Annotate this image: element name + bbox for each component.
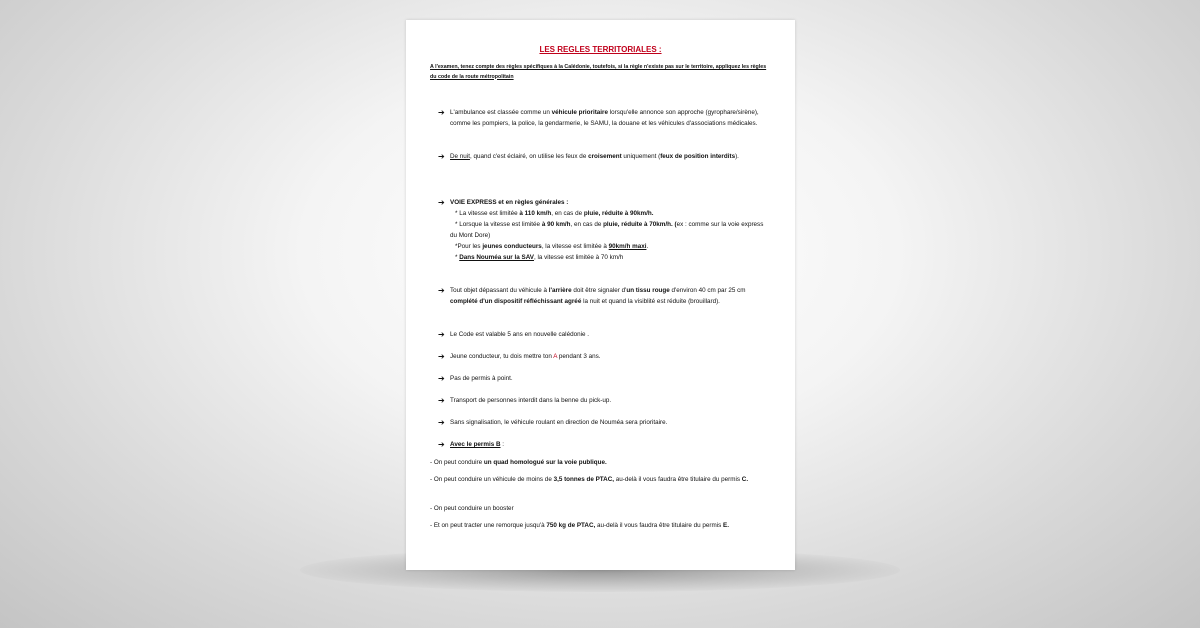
text-bold: l'arrière <box>548 287 572 294</box>
text-bold-underlined: 90km/h maxi <box>608 243 647 250</box>
text: L'ambulance est classée comme un <box>450 109 552 116</box>
text: Sans signalisation, le véhicule roulant en direction de Nouméa sera prioritaire. <box>450 419 668 426</box>
text: au-delà il vous faudra être titulaire du permis <box>595 522 724 529</box>
text: : <box>500 441 505 448</box>
text-bold: VOIE EXPRESS et en règles générales : <box>450 199 569 206</box>
text: Transport de personnes interdit dans la benne du pick-up. <box>450 397 612 404</box>
text: , en cas de <box>570 221 604 228</box>
document-title: LES REGLES TERRITORIALES : <box>539 45 662 54</box>
text: , la vitesse est limitée à <box>541 243 609 250</box>
permis-b-quad <box>430 457 770 468</box>
speed-line <box>450 208 768 219</box>
document-page <box>406 20 795 570</box>
section-heading <box>450 197 768 208</box>
text: , la vitesse est limitée à 70 km/h <box>533 254 624 261</box>
arrow-right-icon: ➔ <box>438 330 445 339</box>
text-bold: croisement <box>588 153 622 160</box>
text: la nuit et quand la visiblité est réduite (brouillard). <box>581 298 720 305</box>
text: * La vitesse est limitée <box>455 210 520 217</box>
text: - On peut conduire un véhicule de moins de <box>430 476 554 483</box>
text: . <box>646 243 649 250</box>
arrow-right-icon: ➔ <box>438 352 445 361</box>
rule-young-driver <box>438 351 768 362</box>
arrow-right-icon: ➔ <box>438 440 445 449</box>
text: , en cas de <box>551 210 584 217</box>
text-bold: E. <box>723 522 729 529</box>
text-bold: feux de position interdits <box>660 153 736 160</box>
speed-line <box>450 219 768 241</box>
text-bold: 3,5 tonnes de PTAC, <box>553 476 614 483</box>
text: Pas de permis à point. <box>450 375 513 382</box>
text: uniquement ( <box>621 153 661 160</box>
text-bold-underlined: Dans Nouméa sur la SAV <box>459 254 534 261</box>
text-bold: à 110 km/h <box>519 210 552 217</box>
rule-no-points <box>438 373 768 384</box>
arrow-right-icon: ➔ <box>438 198 445 207</box>
text: pendant 3 ans. <box>557 353 601 360</box>
permis-b-trailer <box>430 520 770 531</box>
rule-priority-noumea <box>438 417 768 428</box>
text-red: A <box>553 353 558 360</box>
text: - On peut conduire <box>430 459 484 466</box>
text: doit être signaler d' <box>571 287 627 294</box>
rule-night-lights <box>438 151 768 162</box>
rule-rear-object <box>438 285 768 307</box>
text-bold-underlined: Avec le permis B <box>450 441 501 448</box>
text: ex : comme sur la voie express du Mont Dore) <box>450 221 764 239</box>
text-bold: pluie, réduite à 90km/h. <box>583 210 654 217</box>
text: *Pour les <box>455 243 483 250</box>
rule-ambulance <box>438 107 768 129</box>
speed-line <box>450 252 768 263</box>
text-bold: 750 kg de PTAC, <box>546 522 596 529</box>
text: * <box>455 254 460 261</box>
text: lorsqu'elle annonce son approche (gyrophare/sirène), comme les pompiers, la police, la gendarmerie, le SAMU, la douane et les véhicules d'associations médicales. <box>450 109 759 127</box>
text-bold: jeunes conducteurs <box>482 243 542 250</box>
text-bold: un quad homologué sur la voie publique. <box>483 459 607 466</box>
arrow-right-icon: ➔ <box>438 286 445 295</box>
speed-line <box>450 241 768 252</box>
rule-pickup-transport <box>438 395 768 406</box>
text-underlined: De nuit <box>450 153 470 160</box>
intro-note: A l'examen, tenez compte des règles spécifiques à la Calédonie, toutefois, si la règle n'existe pas sur le territoire, appliquez les règles du code de la route métropolitain <box>430 64 767 80</box>
permis-b-ptac <box>430 474 770 485</box>
text: Jeune conducteur, tu dois mettre ton <box>450 353 554 360</box>
arrow-right-icon: ➔ <box>438 418 445 427</box>
text-bold: pluie, réduite à 70km/h. ( <box>603 221 677 228</box>
text: d'environ 40 cm par 25 cm <box>669 287 746 294</box>
text: - Et on peut tracter une remorque jusqu'à <box>430 522 547 529</box>
text: * Lorsque la vitesse est limitée <box>455 221 542 228</box>
text: ). <box>735 153 739 160</box>
permis-b-booster <box>430 503 770 514</box>
text: Le Code est valable 5 ans en nouvelle calédonie . <box>450 331 589 338</box>
arrow-right-icon: ➔ <box>438 374 445 383</box>
arrow-right-icon: ➔ <box>438 396 445 405</box>
text-bold: complété d'un dispositif réfléchissant agréé <box>450 298 582 305</box>
rule-permis-b <box>438 439 768 450</box>
text: - On peut conduire un booster <box>430 505 514 512</box>
arrow-right-icon: ➔ <box>438 152 445 161</box>
text: Tout objet dépassant du véhicule à <box>450 287 549 294</box>
arrow-right-icon: ➔ <box>438 108 445 117</box>
text: au-delà il vous faudra être titulaire du permis <box>614 476 742 483</box>
rule-code-validity <box>438 329 768 340</box>
text-bold: à 90 km/h <box>541 221 571 228</box>
text-bold: véhicule prioritaire <box>551 109 608 116</box>
text-bold: C. <box>741 476 749 483</box>
text-bold: un tissu rouge <box>626 287 670 294</box>
text: , quand c'est éclairé, on utilise les feux de <box>469 153 589 160</box>
rule-voie-express <box>438 197 768 263</box>
